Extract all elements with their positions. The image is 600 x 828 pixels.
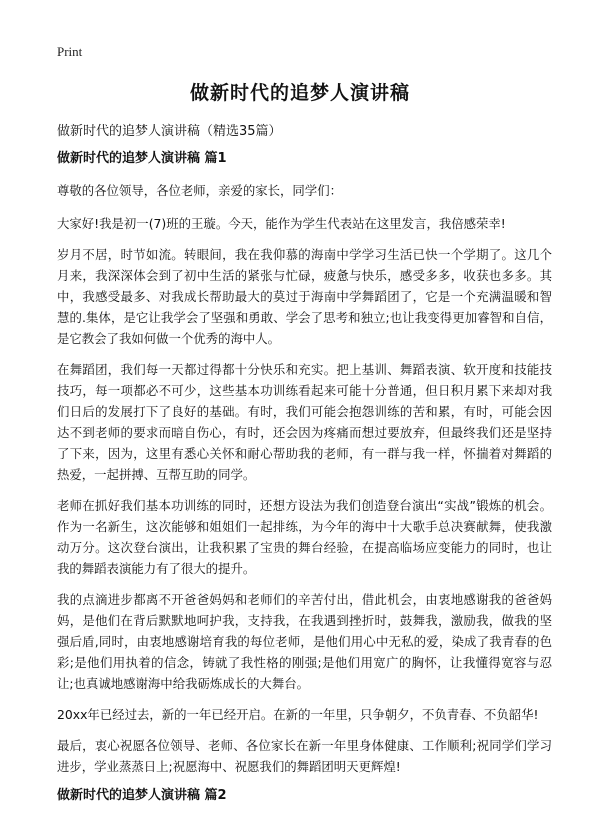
subtitle: 做新时代的追梦人演讲稿（精选35篇） <box>57 124 282 139</box>
section-heading: 做新时代的追梦人演讲稿 篇1 <box>57 151 227 166</box>
paragraph: 大家好!我是初一(7)班的王璇。今天，能作为学生代表站在这里发言，我倍感荣幸! <box>57 216 506 231</box>
paragraph: 最后，衷心祝愿各位领导、老师、各位家长在新一年里身体健康、工作顺利;祝同学们学习进步，学业蒸蒸日上;祝愿海中、祝愿我们的舞蹈团明天更辉煌! <box>57 738 552 774</box>
page-title: 做新时代的追梦人演讲稿 <box>189 82 410 104</box>
section-heading: 做新时代的追梦人演讲稿 篇2 <box>57 788 227 803</box>
paragraph: 我的点滴进步都离不开爸爸妈妈和老师们的辛苦付出，借此机会，由衷地感谢我的爸爸妈妈，是他们在背后默默地呵护我，支持我，在我遇到挫折时，鼓舞我，激励我，做我的坚强后盾,同时，由衷地感谢培育我的每位老师，是他们用心中无私的爱，染成了我青春的色彩;是他们用执着的信念，铸就了我性格的刚强;是他们用宽广的胸怀，让我懂得宽容与忍让;也真诚地感谢海中给我砺炼成长的大舞台。 <box>57 592 552 691</box>
paragraph: 老师在抓好我们基本功训练的同时，还想方设法为我们创造登台演出“实战”锻炼的机会。作为一名新生，这次能够和姐姐们一起排练，为今年的海中十大歌手总决赛献舞，使我激动万分。这次登台演出，让我积累了宝贵的舞台经验，在提高临场应变能力的同时，也让我的舞蹈表演能力有了很大的提升。 <box>57 498 552 576</box>
paragraph: 20xx年已经过去，新的一年已经开启。在新的一年里，只争朝夕，不负青春、不负韶华! <box>57 707 539 722</box>
paragraph: 岁月不居，时节如流。转眼间，我在我仰慕的海南中学学习生活已快一个学期了。这几个月来，我深深体会到了初中生活的紧张与忙碌，疲惫与快乐，感受多多，收获也多多。其中，我感受最多、对我成长帮助最大的莫过于海南中学舞蹈团了，它是一个充满温暖和智慧的.集体，是它让我学会了坚强和勇敢、学会了思考和独立;也让我变得更加睿智和自信，是它教会了我如何做一个优秀的海中人。 <box>57 247 552 346</box>
article-body <box>57 150 552 817</box>
paragraph: 尊敬的各位领导，各位老师，亲爱的家长，同学们： <box>57 183 342 198</box>
print-link[interactable]: Print <box>57 44 83 59</box>
paragraph: 在舞蹈团，我们每一天都过得都十分快乐和充实。把上基训、舞蹈表演、软开度和技能技技巧，每一项都必不可少，这些基本功训练看起来可能十分普通，但日积月累下来却对我们日后的发展打下了良好的基础。有时，我们可能会抱怨训练的苦和累，有时，可能会因达不到老师的要求而暗自伤心，有时，还会因为疼痛而想过要放弃，但最终我们还是坚持了下来，因为，这里有悉心关怀和耐心帮助我的老师，有一群与我一样，怀揣着对舞蹈的热爱，一起拼搏、互帮互助的同学。 <box>57 362 552 482</box>
